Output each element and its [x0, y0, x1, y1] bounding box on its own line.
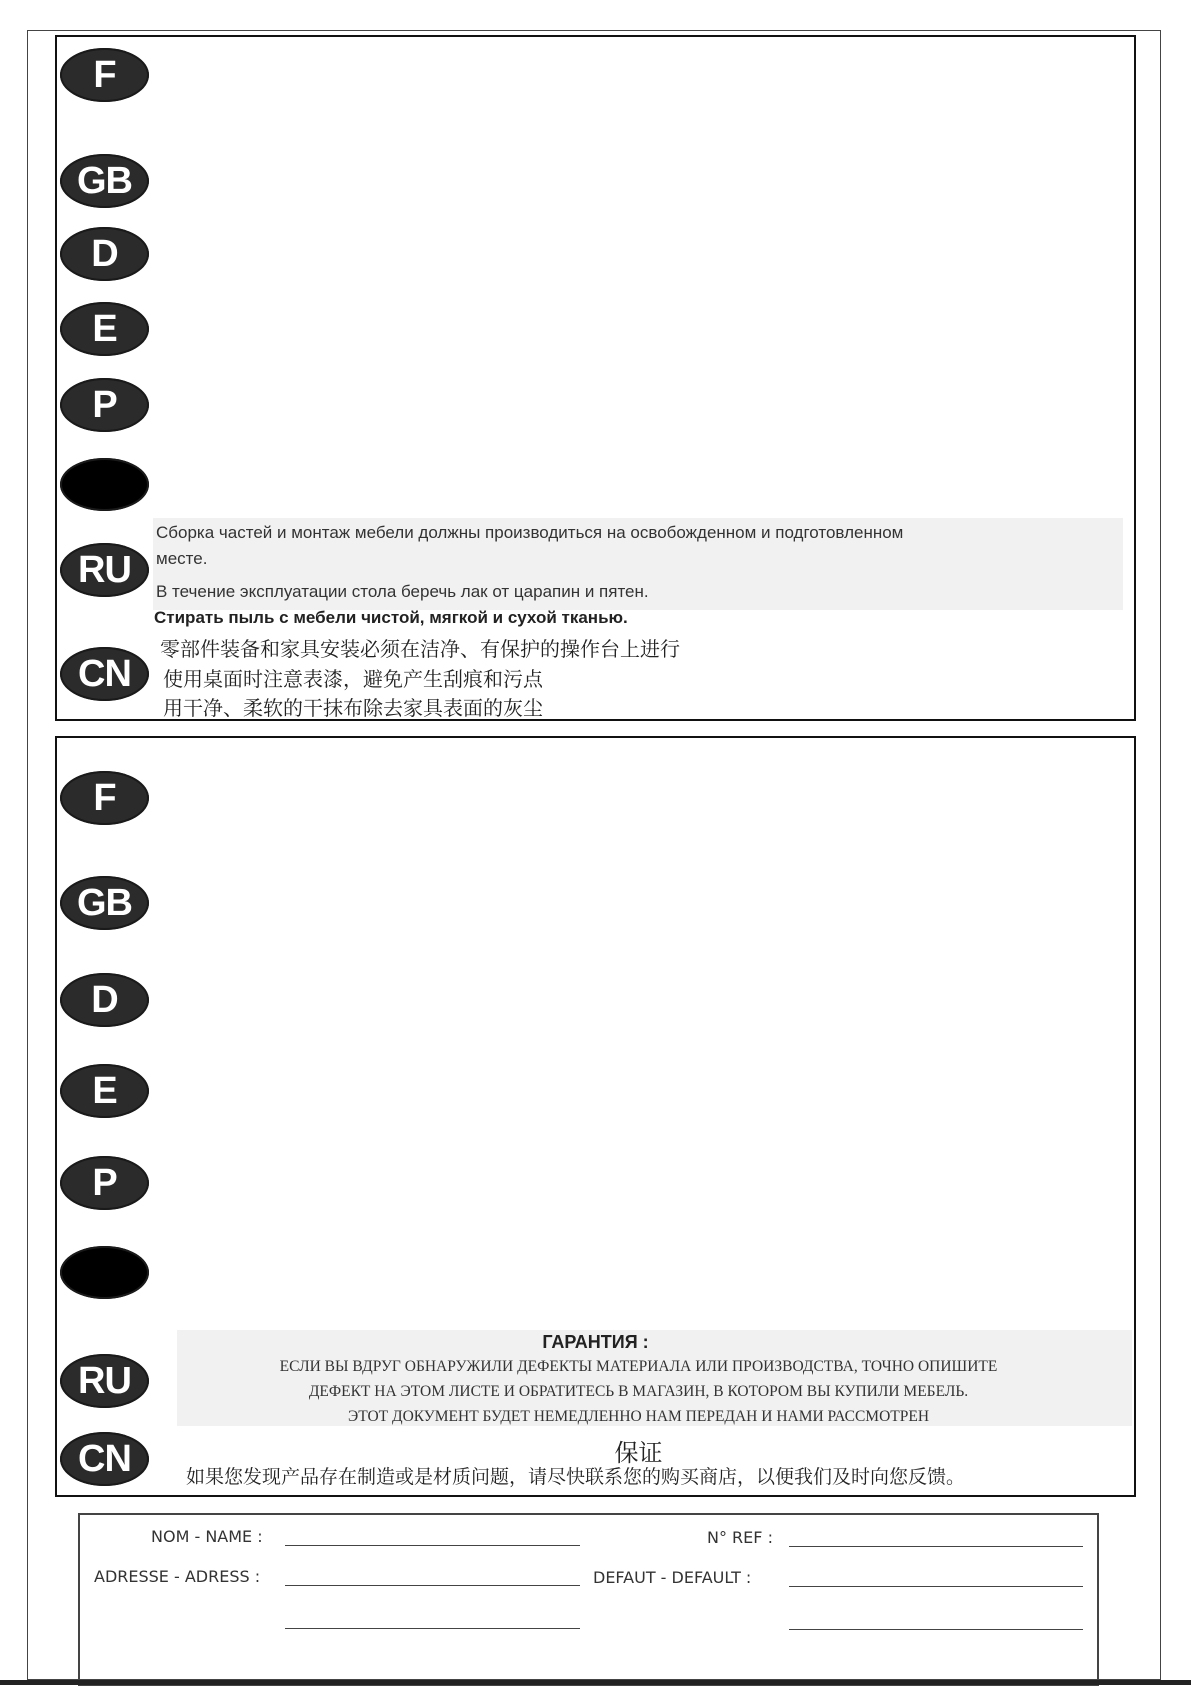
default-field[interactable] — [789, 1586, 1083, 1587]
lang-badge-blank — [60, 1246, 149, 1299]
address-field[interactable] — [285, 1585, 580, 1586]
ru-care-line-3: В течение эксплуатации стола беречь лак от царапин и пятен. — [156, 582, 649, 601]
care-instructions-panel — [55, 35, 1136, 721]
default-field-2[interactable] — [789, 1629, 1083, 1630]
lang-badge-f: F — [60, 771, 149, 825]
warranty-panel — [55, 736, 1136, 1497]
default-label: DEFAUT - DEFAULT : — [593, 1568, 752, 1587]
lang-badge-gb: GB — [60, 876, 149, 930]
lang-badge-p: P — [60, 1156, 149, 1210]
lang-badge-d: D — [60, 973, 149, 1027]
lang-badge-d: D — [60, 227, 149, 281]
cn-care-line-1: 零部件装备和家具安装必须在洁净、有保护的操作台上进行 — [160, 637, 680, 661]
ref-label: N° REF : — [707, 1528, 773, 1547]
name-label: NOM - NAME : — [151, 1527, 263, 1546]
ru-care-line-4: Стирать пыль с мебели чистой, мягкой и сухой тканью. — [154, 608, 628, 627]
lang-badge-cn: CN — [60, 1432, 149, 1486]
address-field-2[interactable] — [285, 1628, 580, 1629]
cn-warranty-title: 保证 — [614, 1439, 663, 1467]
lang-badge-ru: RU — [60, 543, 149, 597]
ru-warranty-line-1: ЕСЛИ ВЫ ВДРУГ ОБНАРУЖИЛИ ДЕФЕКТЫ МАТЕРИАЛА ИЛИ ПРОИЗВОДСТВА, ТОЧНО ОПИШИТЕ — [279, 1358, 998, 1375]
cn-care-line-3: 用干净、柔软的干抹布除去家具表面的灰尘 — [163, 696, 543, 720]
lang-badge-cn: CN — [60, 647, 149, 701]
lang-badge-e: E — [60, 1064, 149, 1118]
ru-care-line-1: Сборка частей и монтаж мебели должны производиться на освобожденном и подготовленном — [156, 523, 904, 542]
lang-badge-ru: RU — [60, 1354, 149, 1408]
ref-field[interactable] — [789, 1546, 1083, 1547]
ru-warranty-line-2: ДЕФЕКТ НА ЭТОМ ЛИСТЕ И ОБРАТИТЕСЬ В МАГАЗИН, В КОТОРОМ ВЫ КУПИЛИ МЕБЕЛЬ. — [308, 1383, 969, 1400]
lang-badge-gb: GB — [60, 154, 149, 208]
cn-warranty-line: 如果您发现产品存在制造或是材质问题，请尽快联系您的购买商店，以便我们及时向您反馈。 — [186, 1466, 966, 1488]
lang-badge-p: P — [60, 378, 149, 432]
lang-badge-blank — [60, 458, 149, 511]
cn-care-line-2: 使用桌面时注意表漆，避免产生刮痕和污点 — [163, 667, 543, 691]
lang-badge-e: E — [60, 302, 149, 356]
address-label: ADRESSE - ADRESS : — [94, 1567, 261, 1586]
customer-form — [78, 1513, 1099, 1686]
bottom-rule — [0, 1680, 1191, 1685]
lang-badge-f: F — [60, 48, 149, 102]
name-field[interactable] — [285, 1545, 580, 1546]
ru-warranty-title: ГАРАНТИЯ : — [542, 1332, 649, 1352]
ru-care-line-2: месте. — [156, 549, 208, 568]
ru-warranty-line-3: ЭТОТ ДОКУМЕНТ БУДЕТ НЕМЕДЛЕННО НАМ ПЕРЕДАН И НАМИ РАССМОТРЕН — [347, 1408, 930, 1425]
